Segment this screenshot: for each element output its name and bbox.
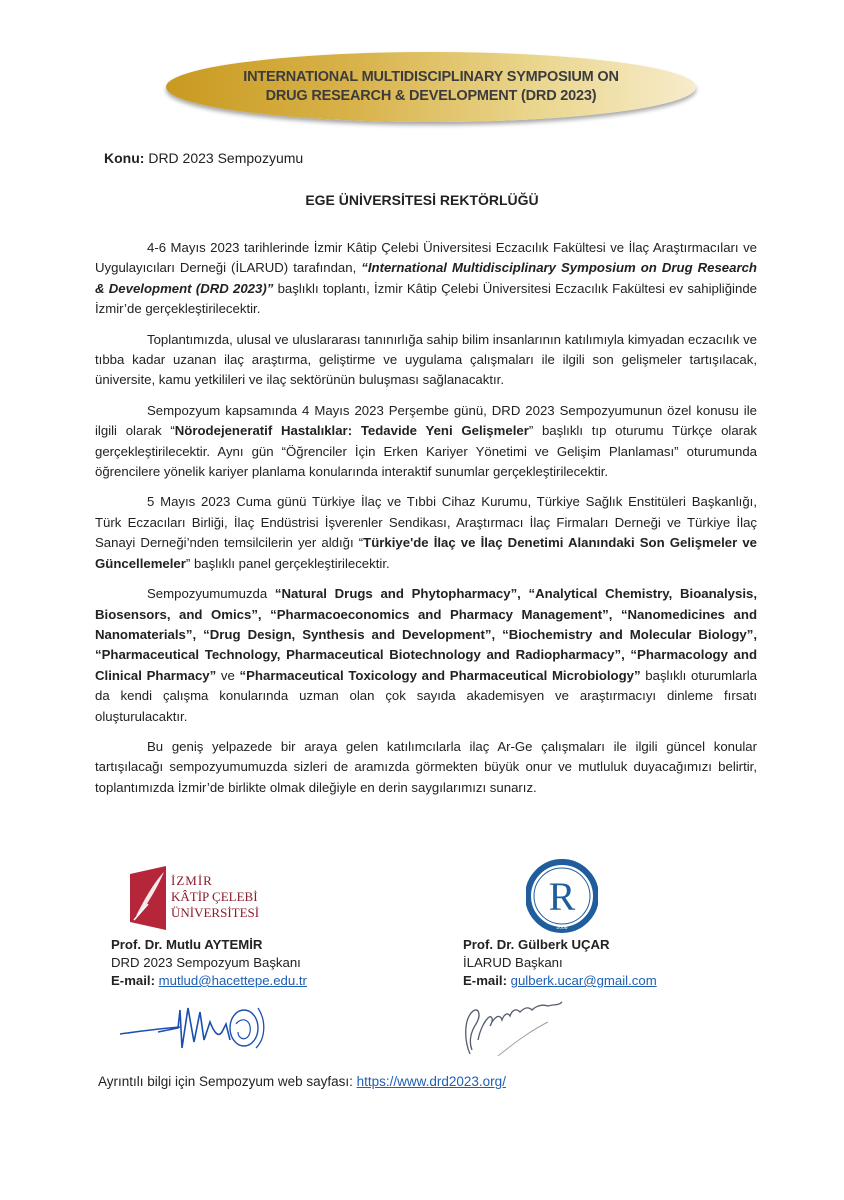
subject-line bbox=[104, 150, 303, 166]
signature-2-icon bbox=[458, 1000, 568, 1060]
p5-text: Sempozyumumuzda bbox=[147, 586, 275, 602]
signatory-1-name: Prof. Dr. Mutlu AYTEMİR bbox=[111, 937, 263, 952]
signatory-2-name: Prof. Dr. Gülberk UÇAR bbox=[463, 937, 610, 952]
p3-text: Sempozyum kapsamında 4 Mayıs 2023 Perşembe günü, DRD 2023 Sempozyumunun özel konusu ile ilgili olarak “ bbox=[95, 402, 757, 439]
signatory-1 bbox=[111, 936, 307, 990]
paragraph-4 bbox=[95, 492, 757, 574]
ilarud-emblem-icon bbox=[526, 858, 598, 934]
signatory-2-title: İLARUD Başkanı bbox=[463, 955, 563, 970]
signatory-1-email-link[interactable]: mutlud@hacettepe.edu.tr bbox=[158, 973, 307, 988]
banner-title-line-1: INTERNATIONAL MULTIDISCIPLINARY SYMPOSIUM ON bbox=[243, 69, 619, 85]
ilarud-logo-year: 2008 bbox=[556, 925, 568, 931]
subject-label: Konu: bbox=[104, 150, 145, 166]
signature-1 bbox=[118, 1002, 268, 1052]
p4-text: 5 Mayıs 2023 Cuma günü Türkiye İlaç ve Tıbbi Cihaz Kurumu, Türkiye Sağlık Enstitüleri Başkanlığı, Türk Eczacıları Birliği, İlaç Endüstrisi İşverenler Sendikası, Araştırmacı İlaç Firmaları Derneği ve Türkiye İlaç Sanayi Derneği’nden temsilcilerin yer aldığı “ bbox=[95, 494, 757, 551]
symposium-banner bbox=[166, 52, 696, 122]
banner-title-line-2: DRUG RESEARCH & DEVELOPMENT (DRD 2023) bbox=[265, 88, 597, 104]
ilarud-logo-letter: R bbox=[548, 874, 576, 919]
paragraph-5 bbox=[95, 584, 757, 727]
ikcu-logo-line-3: ÜNİVERSİTESİ bbox=[171, 905, 260, 920]
footer-info bbox=[98, 1074, 506, 1089]
letter-body bbox=[95, 238, 757, 808]
signatory-2-email-link[interactable]: gulberk.ucar@gmail.com bbox=[510, 973, 657, 988]
quill-icon bbox=[128, 866, 268, 930]
signature-1-icon bbox=[118, 1002, 268, 1052]
ilarud-logo bbox=[526, 858, 598, 934]
website-link[interactable]: https://www.drd2023.org/ bbox=[356, 1074, 506, 1089]
signatory-1-email-label: E-mail: bbox=[111, 973, 155, 988]
p5-conj: ve bbox=[216, 667, 240, 683]
footer-text: Ayrıntılı bilgi için Sempozyum web sayfası: bbox=[98, 1074, 357, 1089]
recipient-heading: EGE ÜNİVERSİTESİ REKTÖRLÜĞÜ bbox=[305, 192, 539, 208]
paragraph-6: Bu geniş yelpazede bir araya gelen katılımcılarla ilaç Ar-Ge çalışmaları ile ilgili güncel konular tartışılacağı sempozyumumuzda sizleri de aramızda görmekten büyük onur ve mutluluk duyacağımızı belirtir, toplantımızda İzmir’de birlikte olmak dileğiyle en derin saygılarımızı sunarız. bbox=[95, 738, 757, 795]
signatory-2 bbox=[463, 936, 657, 990]
session-title-neuro: Nörodejeneratif Hastalıklar: Tedavide Yeni Gelişmeler bbox=[174, 423, 529, 439]
ikcu-logo bbox=[128, 866, 268, 930]
p4-text-end: ” başlıklı panel gerçekleştirilecektir. bbox=[185, 555, 390, 571]
signature-2 bbox=[458, 1000, 568, 1060]
paragraph-1 bbox=[95, 238, 757, 320]
ikcu-logo-line-2: KÂTİP ÇELEBİ bbox=[171, 889, 258, 904]
p3-text-end: ” başlıklı tıp oturumu Türkçe olarak gerçekleştirilecektir. Aynı gün “Öğrenciler İçin Erken Kariyer Yönetimi ve Gelişim Planlaması” oturumunda öğrencilere yönelik kariyer planlama konularında interaktif sunumlar gerçekleştirilecektir. bbox=[95, 423, 757, 480]
paragraph-2: Toplantımızda, ulusal ve uluslararası tanınırlığa sahip bilim insanlarının katılımıyla kimyadan eczacılık ve tıbba kadar uzanan ilaç araştırma, geliştirme ve uygulama çalışmaları ile ilgili son gelişmeler tartışılacak, üniversite, kamu yetkilileri ve ilaç sektörünün buluşması sağlanacaktır. bbox=[95, 331, 757, 388]
subject-value: DRD 2023 Sempozyumu bbox=[144, 150, 304, 166]
p1-text-end: başlıklı toplantı, İzmir Kâtip Çelebi Üniversitesi Eczacılık Fakültesi ev sahipliğinde İzmir’de gerçekleştirilecektir. bbox=[95, 280, 757, 317]
signatory-1-title: DRD 2023 Sempozyum Başkanı bbox=[111, 955, 301, 970]
p1-text: 4-6 Mayıs 2023 tarihlerinde İzmir Kâtip Çelebi Üniversitesi Eczacılık Fakültesi ve İlaç Araştırmacıları ve Uygulayıcıları Derneği (İLARUD) tarafından, bbox=[95, 240, 757, 276]
ikcu-logo-line-1: İZMİR bbox=[171, 873, 213, 888]
session-last: “Pharmaceutical Toxicology and Pharmaceutical Microbiology” bbox=[239, 667, 641, 683]
session-list: “Natural Drugs and Phytopharmacy”, “Analytical Chemistry, Bioanalysis, Biosensors, and Omics”, “Pharmacoeconomics and Pharmacy Management”, “Nanomedicines and Nanomaterials”, “Drug Design, Synthesis and Development”, “Biochemistry and Molecular Biology”, “Pharmaceutical Technology, Pharmaceutical Biotechnology and Radiopharmacy”, “Pharmacology and Clinical Pharmacy” bbox=[95, 586, 757, 683]
p5-text-end: başlıklı oturumlarla da kendi çalışma konularında uzman olan çok sayıda akademisyen ve araştırmacıyı dinleme fırsatı oluşturulacaktır. bbox=[95, 667, 757, 724]
signatory-2-email-label: E-mail: bbox=[463, 973, 507, 988]
paragraph-3 bbox=[95, 401, 757, 483]
panel-title: Türkiye'de İlaç ve İlaç Denetimi Alanındaki Son Gelişmeler ve Güncellemeler bbox=[95, 535, 757, 571]
symposium-title-italic: “International Multidisciplinary Symposium on Drug Research & Development (DRD 2023)” bbox=[95, 260, 757, 296]
